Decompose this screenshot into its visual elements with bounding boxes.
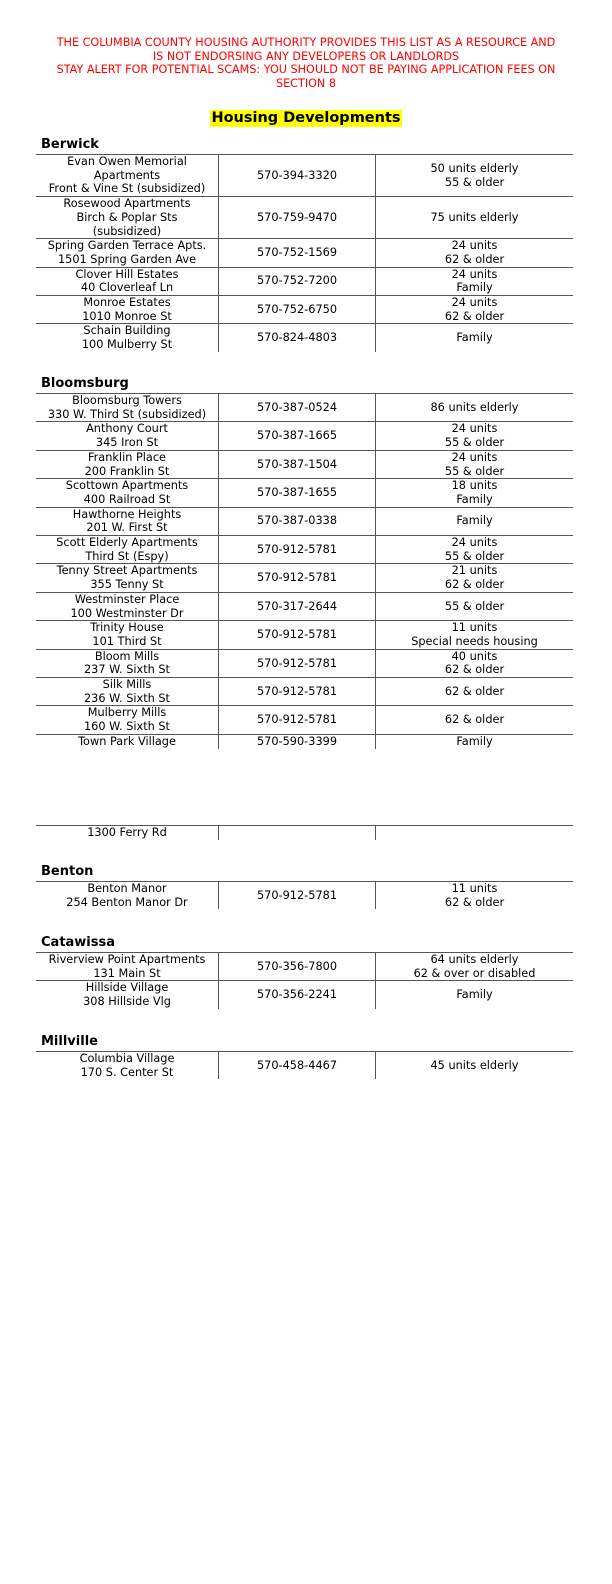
phone-number: 570-356-2241 bbox=[256, 988, 338, 1002]
phone-number: 570-387-0338 bbox=[256, 514, 338, 528]
phone-cell bbox=[219, 678, 376, 706]
table-row bbox=[36, 536, 573, 564]
development-name-cell bbox=[36, 706, 219, 734]
phone-cell bbox=[219, 981, 376, 1009]
details-cell bbox=[376, 981, 574, 1009]
development-address: 100 Mulberry St bbox=[81, 338, 173, 352]
section-heading: Bloomsburg bbox=[41, 376, 129, 391]
unit-details: 55 & older bbox=[444, 436, 505, 450]
phone-cell bbox=[219, 155, 376, 197]
development-name: Anthony Court bbox=[86, 422, 168, 436]
phone-number: 570-912-5781 bbox=[256, 628, 338, 642]
scam-notice bbox=[30, 36, 582, 90]
development-address: 170 S. Center St bbox=[80, 1065, 174, 1079]
page-break-gap bbox=[36, 749, 571, 825]
details-cell bbox=[376, 734, 574, 749]
development-name: Scott Elderly Apartments bbox=[56, 536, 198, 550]
section-heading: Berwick bbox=[41, 137, 99, 152]
phone-number: 570-590-3399 bbox=[256, 734, 338, 748]
unit-details: 86 units elderly bbox=[430, 400, 519, 414]
development-name: Riverview Point Apartments bbox=[48, 953, 206, 966]
notice-line: IS NOT ENDORSING ANY DEVELOPERS OR LANDLORDS bbox=[152, 49, 460, 63]
development-name: Mulberry Mills bbox=[87, 706, 167, 720]
table-row bbox=[36, 267, 573, 295]
housing-table bbox=[36, 881, 573, 909]
unit-details: 62 & older bbox=[444, 684, 505, 698]
development-address: 1501 Spring Garden Ave bbox=[57, 252, 197, 266]
development-address: 254 Benton Manor Dr bbox=[66, 895, 188, 909]
development-name-cell bbox=[36, 394, 219, 422]
development-name-cell bbox=[36, 592, 219, 620]
phone-cell bbox=[219, 450, 376, 478]
table-row bbox=[36, 621, 573, 649]
unit-details: 62 & older bbox=[444, 252, 505, 266]
development-name-cell bbox=[36, 155, 219, 197]
phone-cell bbox=[219, 734, 376, 749]
phone-number: 570-912-5781 bbox=[256, 684, 338, 698]
housing-table bbox=[36, 1051, 573, 1079]
unit-details: 45 units elderly bbox=[430, 1058, 519, 1072]
unit-details: 55 & older bbox=[444, 549, 505, 563]
unit-details: Family bbox=[456, 281, 493, 295]
phone-number: 570-317-2644 bbox=[256, 599, 338, 613]
development-name: Monroe Estates bbox=[83, 296, 171, 310]
development-address: 330 W. Third St (subsidized) bbox=[47, 407, 207, 421]
section-catawissa bbox=[36, 935, 571, 1009]
development-name: Bloom Mills bbox=[94, 649, 160, 663]
phone-number: 570-912-5781 bbox=[256, 888, 338, 902]
phone-number: 570-759-9470 bbox=[256, 210, 338, 224]
phone-number: 570-387-1665 bbox=[256, 429, 338, 443]
table-row bbox=[36, 649, 573, 677]
development-name-cell bbox=[36, 1052, 219, 1080]
unit-details: 11 units bbox=[451, 621, 498, 635]
phone-cell bbox=[219, 1052, 376, 1080]
phone-cell bbox=[219, 825, 376, 840]
unit-details: Family bbox=[456, 331, 493, 345]
section-benton bbox=[36, 864, 571, 909]
development-name-cell bbox=[36, 536, 219, 564]
phone-number: 570-356-7800 bbox=[256, 959, 338, 973]
development-address: (subsidized) bbox=[92, 224, 162, 238]
unit-details: 18 units bbox=[451, 479, 498, 493]
details-cell bbox=[376, 882, 574, 910]
development-name: Clover Hill Estates bbox=[75, 267, 179, 281]
phone-cell bbox=[219, 296, 376, 324]
title-container bbox=[0, 107, 612, 127]
development-name: Evan Owen Memorial bbox=[67, 155, 187, 168]
unit-details: 24 units bbox=[451, 267, 498, 281]
development-address: Birch & Poplar Sts bbox=[76, 210, 178, 224]
development-address: 355 Tenny St bbox=[90, 578, 164, 592]
notice-line: THE COLUMBIA COUNTY HOUSING AUTHORITY PROVIDES THIS LIST AS A RESOURCE AND bbox=[56, 36, 556, 49]
unit-details: Family bbox=[456, 514, 493, 528]
development-name-cell bbox=[36, 507, 219, 535]
phone-cell bbox=[219, 507, 376, 535]
phone-number: 570-458-4467 bbox=[256, 1058, 338, 1072]
phone-cell bbox=[219, 197, 376, 239]
table-row bbox=[36, 197, 573, 239]
details-cell bbox=[376, 239, 574, 267]
phone-cell bbox=[219, 649, 376, 677]
development-name: Scottown Apartments bbox=[65, 479, 189, 493]
table-row bbox=[36, 981, 573, 1009]
unit-details: 11 units bbox=[451, 882, 498, 895]
development-address: 236 W. Sixth St bbox=[84, 691, 170, 705]
details-cell bbox=[376, 394, 574, 422]
table-row bbox=[36, 564, 573, 592]
development-name: Franklin Place bbox=[87, 450, 166, 464]
details-cell bbox=[376, 324, 574, 352]
phone-cell bbox=[219, 239, 376, 267]
unit-details: 64 units elderly bbox=[430, 953, 519, 966]
development-address: 308 Hillside Vlg bbox=[83, 995, 171, 1009]
development-name-cell bbox=[36, 953, 219, 981]
section-bloomsburg bbox=[36, 376, 571, 840]
unit-details: Special needs housing bbox=[411, 634, 538, 648]
development-name-cell bbox=[36, 296, 219, 324]
housing-table-continued bbox=[36, 825, 573, 840]
table-row bbox=[36, 394, 573, 422]
development-name: Trinity House bbox=[90, 621, 164, 635]
table-row bbox=[36, 479, 573, 507]
details-cell bbox=[376, 450, 574, 478]
phone-number: 570-387-0524 bbox=[256, 400, 338, 414]
table-row bbox=[36, 592, 573, 620]
development-name: Schain Building bbox=[83, 324, 171, 338]
phone-cell bbox=[219, 706, 376, 734]
unit-details: 62 & older bbox=[444, 309, 505, 323]
development-address: 200 Franklin St bbox=[84, 464, 170, 478]
table-row bbox=[36, 450, 573, 478]
phone-number: 570-752-1569 bbox=[256, 246, 338, 260]
phone-cell bbox=[219, 564, 376, 592]
development-name: Westminster Place bbox=[74, 592, 180, 606]
development-name: Bloomsburg Towers bbox=[72, 394, 182, 407]
unit-details: 62 & older bbox=[444, 895, 505, 909]
details-cell bbox=[376, 479, 574, 507]
unit-details: 50 units elderly bbox=[430, 161, 519, 175]
development-address: 160 W. Sixth St bbox=[84, 720, 170, 734]
table-row bbox=[36, 825, 573, 840]
development-address: 400 Railroad St bbox=[83, 492, 171, 506]
unit-details: 24 units bbox=[451, 536, 498, 550]
unit-details: Family bbox=[456, 492, 493, 506]
phone-number: 570-912-5781 bbox=[256, 656, 338, 670]
table-row bbox=[36, 882, 573, 910]
development-address: 40 Cloverleaf Ln bbox=[80, 281, 174, 295]
table-row bbox=[36, 422, 573, 450]
details-cell bbox=[376, 507, 574, 535]
unit-details: 55 & older bbox=[444, 464, 505, 478]
section-heading: Catawissa bbox=[41, 935, 116, 950]
unit-details: Family bbox=[456, 734, 493, 748]
development-name: Spring Garden Terrace Apts. bbox=[47, 239, 207, 253]
phone-cell bbox=[219, 953, 376, 981]
development-name-cell bbox=[36, 239, 219, 267]
details-cell bbox=[376, 678, 574, 706]
phone-cell bbox=[219, 536, 376, 564]
unit-details: Family bbox=[456, 988, 493, 1002]
details-cell bbox=[376, 296, 574, 324]
phone-number: 570-824-4803 bbox=[256, 331, 338, 345]
details-cell bbox=[376, 592, 574, 620]
details-cell bbox=[376, 621, 574, 649]
development-name: Town Park Village bbox=[78, 734, 176, 748]
unit-details: 62 & over or disabled bbox=[413, 966, 536, 980]
unit-details: 62 & older bbox=[444, 578, 505, 592]
development-name: Silk Mills bbox=[102, 678, 152, 692]
housing-table bbox=[36, 154, 573, 352]
table-row bbox=[36, 239, 573, 267]
table-row bbox=[36, 678, 573, 706]
phone-cell bbox=[219, 882, 376, 910]
development-name-cell bbox=[36, 649, 219, 677]
phone-number: 570-387-1504 bbox=[256, 457, 338, 471]
housing-table bbox=[36, 952, 573, 1009]
phone-number: 570-752-6750 bbox=[256, 302, 338, 316]
details-cell bbox=[376, 155, 574, 197]
unit-details: 24 units bbox=[451, 296, 498, 310]
details-cell bbox=[376, 536, 574, 564]
details-cell bbox=[376, 197, 574, 239]
development-name-cell bbox=[36, 197, 219, 239]
phone-number: 570-387-1655 bbox=[256, 486, 338, 500]
phone-number: 570-912-5781 bbox=[256, 542, 338, 556]
section-heading: Millville bbox=[41, 1034, 98, 1049]
unit-details: 24 units bbox=[451, 422, 498, 436]
section-heading: Benton bbox=[41, 864, 94, 879]
development-address: 100 Westminster Dr bbox=[70, 606, 184, 620]
phone-number: 570-752-7200 bbox=[256, 274, 338, 288]
details-cell bbox=[376, 825, 574, 840]
development-address: Third St (Espy) bbox=[85, 549, 169, 563]
development-address: 237 W. Sixth St bbox=[84, 663, 170, 677]
unit-details: 75 units elderly bbox=[430, 210, 519, 224]
phone-cell bbox=[219, 324, 376, 352]
table-row bbox=[36, 1052, 573, 1080]
development-name-cell bbox=[36, 450, 219, 478]
table-row bbox=[36, 734, 573, 749]
development-name-cell bbox=[36, 734, 219, 749]
phone-cell bbox=[219, 267, 376, 295]
development-name: Benton Manor bbox=[87, 882, 167, 895]
unit-details: 24 units bbox=[451, 239, 498, 253]
development-name-cell bbox=[36, 678, 219, 706]
development-name: Columbia Village bbox=[79, 1052, 175, 1065]
development-address: 1010 Monroe St bbox=[82, 309, 172, 323]
development-name: Rosewood Apartments bbox=[63, 197, 191, 211]
development-name: Hillside Village bbox=[85, 981, 169, 995]
unit-details: 21 units bbox=[451, 564, 498, 578]
development-name-cell bbox=[36, 422, 219, 450]
development-address: Front & Vine St (subsidized) bbox=[48, 182, 206, 196]
development-address: 345 Iron St bbox=[95, 436, 159, 450]
table-row bbox=[36, 324, 573, 352]
details-cell bbox=[376, 1052, 574, 1080]
table-row bbox=[36, 296, 573, 324]
details-cell bbox=[376, 953, 574, 981]
section-berwick bbox=[36, 137, 571, 352]
unit-details: 40 units bbox=[451, 649, 498, 663]
unit-details: 62 & older bbox=[444, 663, 505, 677]
development-name-cell bbox=[36, 882, 219, 910]
development-name-cell bbox=[36, 564, 219, 592]
phone-number: 570-912-5781 bbox=[256, 571, 338, 585]
development-address: 201 W. First St bbox=[86, 521, 168, 535]
details-cell bbox=[376, 267, 574, 295]
unit-details: 62 & older bbox=[444, 713, 505, 727]
development-address: Apartments bbox=[93, 168, 161, 182]
development-name-cell bbox=[36, 324, 219, 352]
unit-details: 55 & older bbox=[444, 175, 505, 189]
development-address: 1300 Ferry Rd bbox=[36, 825, 219, 840]
development-address: 131 Main St bbox=[93, 966, 161, 980]
phone-cell bbox=[219, 394, 376, 422]
development-name-cell bbox=[36, 267, 219, 295]
phone-cell bbox=[219, 621, 376, 649]
section-millville bbox=[36, 1034, 571, 1079]
details-cell bbox=[376, 649, 574, 677]
unit-details: 55 & older bbox=[444, 599, 505, 613]
housing-table bbox=[36, 393, 573, 749]
phone-cell bbox=[219, 422, 376, 450]
phone-number: 570-912-5781 bbox=[256, 713, 338, 727]
details-cell bbox=[376, 706, 574, 734]
development-name-cell bbox=[36, 621, 219, 649]
development-name-cell bbox=[36, 981, 219, 1009]
phone-number: 570-394-3320 bbox=[256, 168, 338, 182]
details-cell bbox=[376, 422, 574, 450]
development-name-cell bbox=[36, 479, 219, 507]
details-cell bbox=[376, 564, 574, 592]
table-row bbox=[36, 155, 573, 197]
development-address: 101 Third St bbox=[92, 634, 162, 648]
phone-cell bbox=[219, 479, 376, 507]
notice-line: SECTION 8 bbox=[276, 76, 336, 90]
development-name: Tenny Street Apartments bbox=[56, 564, 198, 578]
table-row bbox=[36, 953, 573, 981]
unit-details: 24 units bbox=[451, 450, 498, 464]
table-row bbox=[36, 706, 573, 734]
development-name: Hawthorne Heights bbox=[72, 507, 182, 521]
phone-cell bbox=[219, 592, 376, 620]
table-row bbox=[36, 507, 573, 535]
notice-line: STAY ALERT FOR POTENTIAL SCAMS: YOU SHOULD NOT BE PAYING APPLICATION FEES ON bbox=[56, 63, 556, 76]
page-title: Housing Developments bbox=[211, 110, 401, 126]
